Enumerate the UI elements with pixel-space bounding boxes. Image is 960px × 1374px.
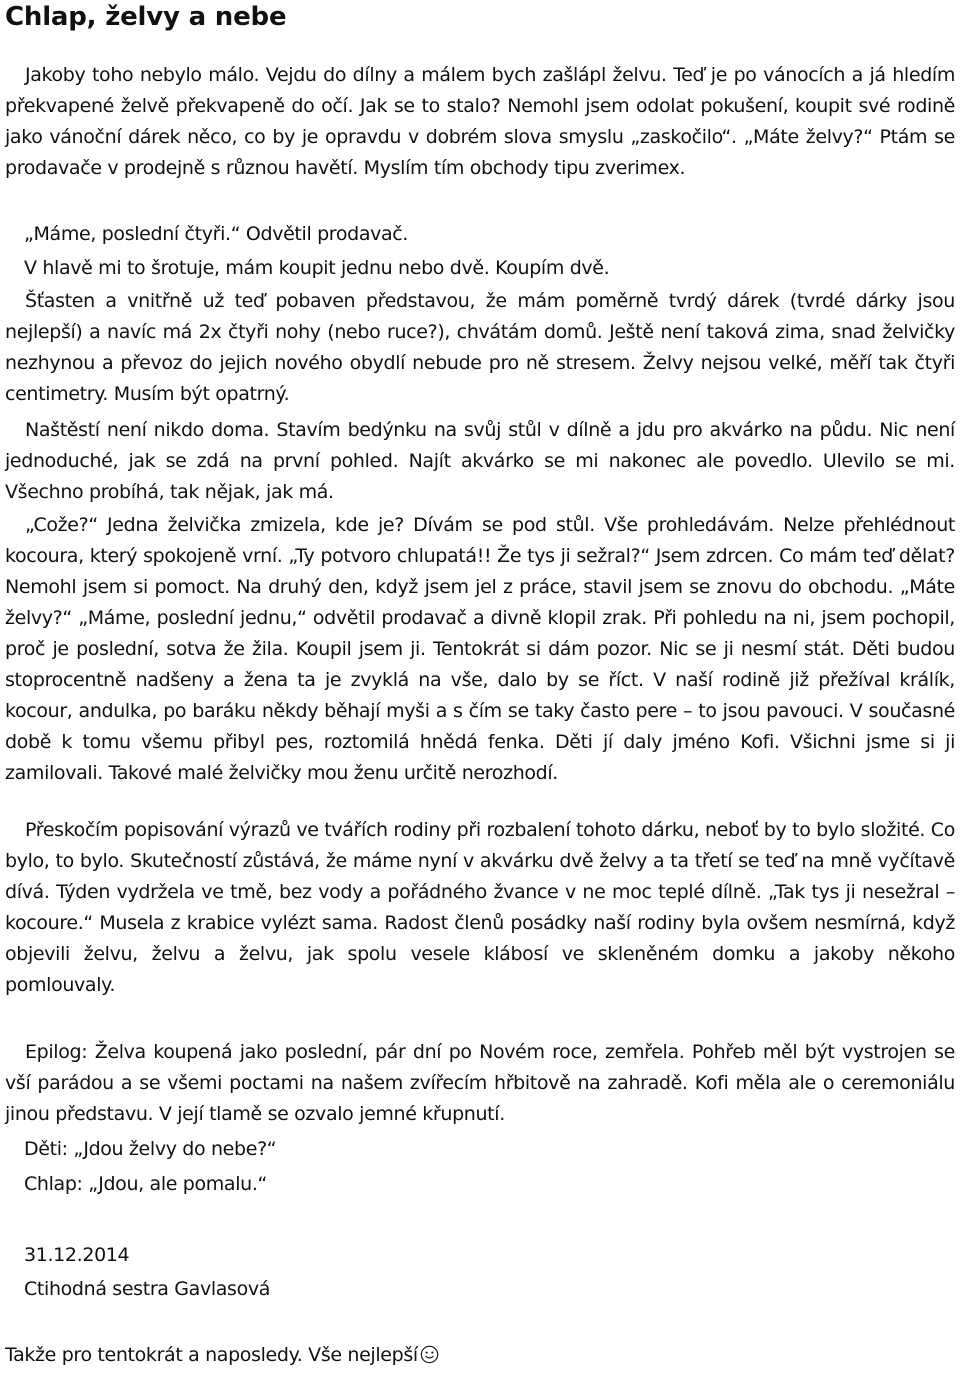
document-title: Chlap, želvy a nebe [5,2,287,32]
document-date: 31.12.2014 [24,1244,130,1266]
closing-line [5,1340,439,1371]
paragraph-intro: Jakoby toho nebylo málo. Vejdu do dílny a málem bych zašlápl želvu. Teď je po vánocích a já hledím překvapené želvě překvapeně do očí. Jak se to stalo? Nemohl jsem odolat pokušení, koupit své rodině jako vánoční dárek něco, co by je opravdu v dobrém slova smyslu „zaskočilo“. „Máte želvy?“ Ptám se prodavače v prodejně s různou havětí. Myslím tím obchody tipu zverimex. [5,64,955,179]
paragraph-missing-turtle: „Cože?“ Jedna želvička zmizela, kde je? Dívám se pod stůl. Vše prohledávám. Nelze přehlédnout kocoura, který spokojeně vrní. „Ty potvoro chlupatá!! Že tys ji sežral?“ Jsem zdrcen. Co mám teď dělat? Nemohl jsem si pomoct. Na druhý den, když jsem jel z práce, stavil jsem se znovu do obchodu. „Máte želvy?“ „Máme, poslední jednu,“ odvětil prodavač a divně klopil zrak. Při pohledu na ni, jsem pochopil, proč je poslední, sotva že žila. Koupil jsem ji. Tentokrát si dám pozor. Nic se ji nesmí stát. Děti budou stoprocentně nadšeny a žena ta je zvyklá na vše, dalo by se říct. V naší rodině již přežíval králík, kocour, andulka, po baráku někdy běhají myši a s čím se taky často pere – to jsou pavouci. V současné době k tomu všemu přibyl pes, roztomilá hnědá fenka. Děti jí daly jméno Kofi. Všichni jsme si ji zamilovali. Takové malé želvičky mou ženu určitě nerozhodí. [5,514,955,784]
paragraph-third-turtle: Přeskočím popisování výrazů ve tvářích rodiny při rozbalení tohoto dárku, neboť by to bylo složité. Co bylo, to bylo. Skutečností zůstává, že máme nyní v akvárku dvě želvy a ta třetí se teď na mně vyčítavě dívá. Týden vydržela ve tmě, bez vody a pořádného žvance v ne moc teplé dílně. „Tak tys ji nesežral – kocoure.“ Musela z krabice vylézt sama. Radost členů posádky naší rodiny byla ovšem nesmírná, když objevili želvu, želvu a želvu, jak spolu vesele klábosí ve skleněném domku a jakoby někoho pomlouvaly. [5,819,955,996]
paragraph-epilog: Epilog: Želva koupená jako poslední, pár dní po Novém roce, zemřela. Pohřeb měl být vystrojen se vší parádou a se všemi poctami na našem zvířecím hřbitově na zahradě. Kofi měla ale o ceremoniálu jinou představu. V její tlamě se ozvalo jemné křupnutí. [5,1041,955,1125]
author-signature: Ctihodná sestra Gavlasová [24,1278,271,1300]
closing-text: Takže pro tentokrát a naposledy. Vše nejlepší [5,1344,418,1366]
smiley-icon [420,1343,439,1362]
paragraph-aquarium: Naštěstí není nikdo doma. Stavím bedýnku na svůj stůl v dílně a jdu pro akvárko na půdu. Nic není jednoduché, jak se zdá na první pohled. Najít akvárko se mi nakonec ale povedlo. Ulevilo se mi. Všechno probíhá, tak nějak, jak má. [5,419,955,503]
paragraph-going-home: Šťasten a vnitřně už teď pobaven představou, že mám poměrně tvrdý dárek (tvrdé dárky jsou nejlepší) a navíc má 2x čtyři nohy (nebo ruce?), chvátám domů. Ještě není taková zima, snad želvičky nezhynou a převoz do jejich nového obydlí nebude pro ně stresem. Želvy nejsou velké, měří tak čtyři centimetry. Musím být opatrný. [5,290,955,405]
dialog-children: Děti: „Jdou želvy do nebe?“ [24,1138,277,1160]
paragraph-seller-reply: „Máme, poslední čtyři.“ Odvětil prodavač. [24,223,409,245]
paragraph-decision: V hlavě mi to šrotuje, mám koupit jednu nebo dvě. Koupím dvě. [24,257,610,279]
dialog-man: Chlap: „Jdou, ale pomalu.“ [24,1173,268,1195]
